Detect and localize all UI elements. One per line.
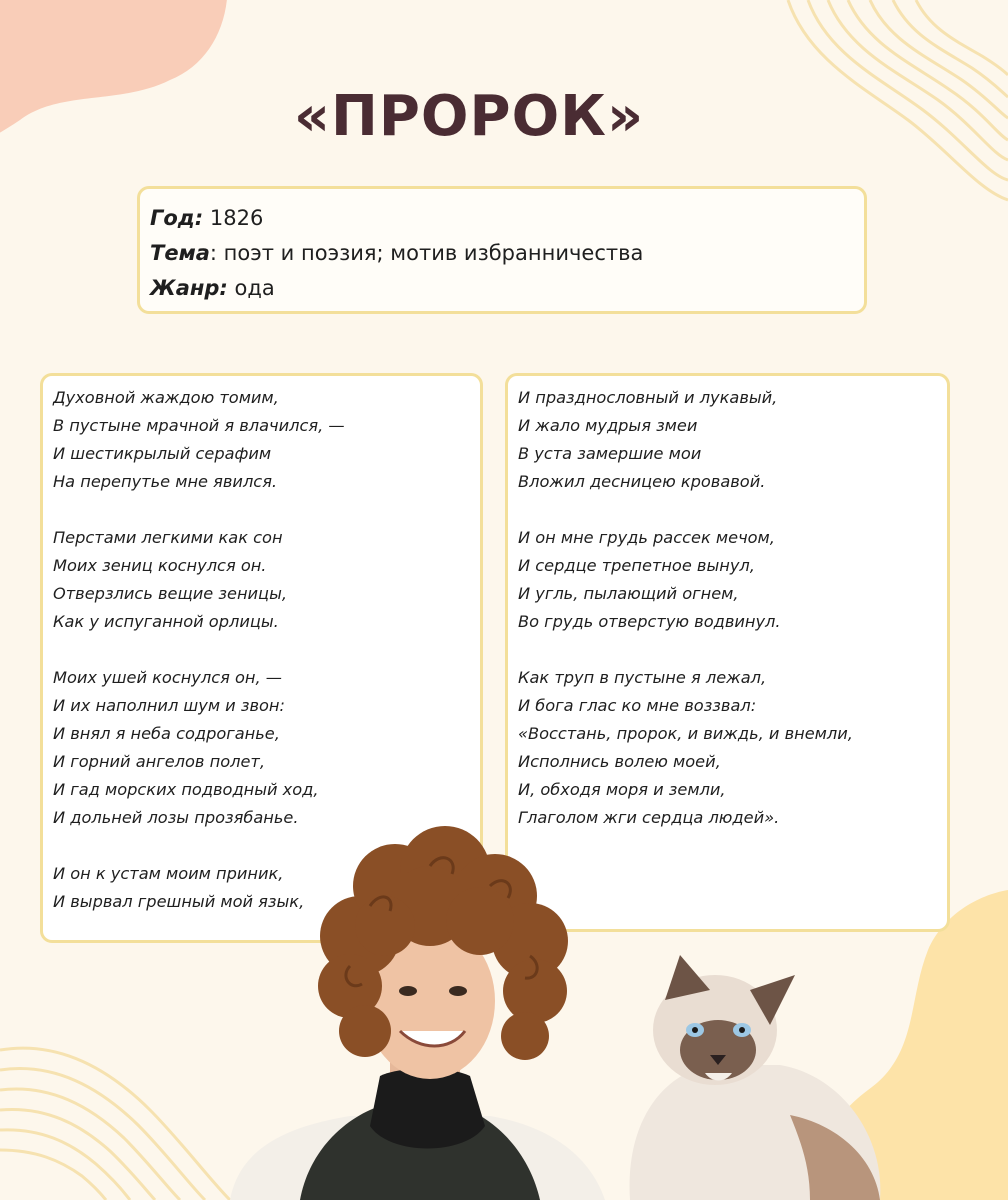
poem-line: И он мне грудь рассек мечом, xyxy=(518,528,775,547)
year-label: Год: xyxy=(150,206,204,230)
info-year xyxy=(150,201,854,236)
year-value: 1826 xyxy=(209,206,264,230)
poem-line: Как у испуганной орлицы. xyxy=(53,612,279,631)
poem-line: Глаголом жги сердца людей». xyxy=(518,808,780,827)
page-title: «ПРОРОК» xyxy=(293,84,645,149)
poem-line: «Восстань, пророк, и виждь, и внемли, xyxy=(518,724,853,743)
poem-line: И внял я неба содроганье, xyxy=(53,724,280,743)
poem-stanza xyxy=(53,664,470,832)
poem-line: Исполнись волею моей, xyxy=(518,752,721,771)
poem-line: И жало мудрыя змеи xyxy=(518,416,698,435)
poem-stanza xyxy=(53,384,470,496)
theme-value: : поэт и поэзия; мотив избранничества xyxy=(209,241,644,265)
poem-stanza xyxy=(518,664,937,832)
theme-label: Тема xyxy=(150,241,210,265)
poem-stanza xyxy=(518,524,937,636)
poem-line: И шестикрылый серафим xyxy=(53,444,272,463)
wavy-lines-decoration-bottom xyxy=(0,1030,250,1200)
poem-line: И угль, пылающий огнем, xyxy=(518,584,739,603)
poem-line: И горний ангелов полет, xyxy=(53,752,265,771)
poem-line: И вырвал грешный мой язык, xyxy=(53,892,305,911)
poem-line: И сердце трепетное вынул, xyxy=(518,556,755,575)
poet-portrait-image xyxy=(230,826,610,1200)
poem-line: И он к устам моим приник, xyxy=(53,864,284,883)
poem-line: И гад морских подводный ход, xyxy=(53,780,319,799)
info-theme xyxy=(150,236,854,271)
siamese-cat-image xyxy=(610,955,895,1200)
poem-line: Отверзлись вещие зеницы, xyxy=(53,584,287,603)
poem-line: В пустыне мрачной я влачился, — xyxy=(53,416,345,435)
poem-line: На перепутье мне явился. xyxy=(53,472,278,491)
poem-line: Моих зениц коснулся он. xyxy=(53,556,267,575)
poem-line: Вложил десницею кровавой. xyxy=(518,472,766,491)
poem-line: И дольней лозы прозябанье. xyxy=(53,808,299,827)
poem-line: И их наполнил шум и звон: xyxy=(53,696,285,715)
genre-value: ода xyxy=(234,276,275,300)
poem-line: Как труп в пустыне я лежал, xyxy=(518,668,767,687)
poem-line: Духовной жаждою томим, xyxy=(53,388,279,407)
poem-stanza xyxy=(53,524,470,636)
poem-line: И празднословный и лукавый, xyxy=(518,388,778,407)
poem-line: В уста замершие мои xyxy=(518,444,702,463)
poem-line: И бога глас ко мне воззвал: xyxy=(518,696,757,715)
genre-label: Жанр: xyxy=(150,276,228,300)
poem-line: Во грудь отверстую водвинул. xyxy=(518,612,781,631)
poem-line: Перстами легкими как сон xyxy=(53,528,283,547)
info-box xyxy=(137,186,867,314)
poem-line: Моих ушей коснулся он, — xyxy=(53,668,282,687)
poem-stanza xyxy=(518,384,937,496)
poem-line: И, обходя моря и земли, xyxy=(518,780,726,799)
info-genre xyxy=(150,271,854,306)
